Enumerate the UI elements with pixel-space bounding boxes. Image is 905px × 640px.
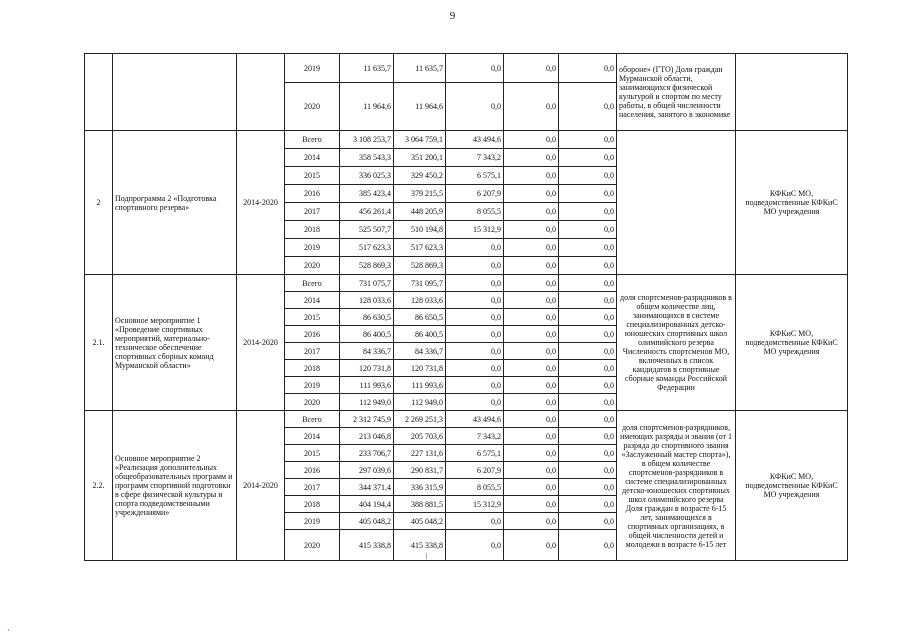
local-budget-cell: 0,0 bbox=[504, 343, 559, 360]
regional-budget-cell: 351 200,1 bbox=[394, 149, 446, 167]
year-cell: Всего bbox=[285, 131, 340, 149]
other-sources-cell: 0,0 bbox=[559, 326, 617, 343]
federal-budget-cell: 15 312,9 bbox=[446, 496, 504, 513]
local-budget-cell: 0,0 bbox=[504, 131, 559, 149]
total-cell: 3 108 253,7 bbox=[340, 131, 394, 149]
other-sources-cell: 0,0 bbox=[559, 54, 617, 83]
total-cell: 358 543,3 bbox=[340, 149, 394, 167]
regional-budget-cell: 86 400,5 bbox=[394, 326, 446, 343]
total-cell: 297 039,6 bbox=[340, 462, 394, 479]
other-sources-cell: 0,0 bbox=[559, 411, 617, 428]
other-sources-cell: 0,0 bbox=[559, 275, 617, 292]
regional-budget-cell: 120 731,8 bbox=[394, 360, 446, 377]
local-budget-cell: 0,0 bbox=[504, 203, 559, 221]
year-cell: 2020 bbox=[285, 394, 340, 411]
item-number: 2.2. bbox=[85, 411, 113, 561]
local-budget-cell: 0,0 bbox=[504, 411, 559, 428]
federal-budget-cell: 6 575,1 bbox=[446, 167, 504, 185]
total-cell: 525 507,7 bbox=[340, 221, 394, 239]
total-cell: 344 371,4 bbox=[340, 479, 394, 496]
total-cell: 120 731,8 bbox=[340, 360, 394, 377]
federal-budget-cell: 0,0 bbox=[446, 257, 504, 275]
year-cell: 2018 bbox=[285, 221, 340, 239]
other-sources-cell: 0,0 bbox=[559, 167, 617, 185]
footer-mark: | bbox=[426, 552, 428, 560]
other-sources-cell: 0,0 bbox=[559, 394, 617, 411]
federal-budget-cell: 15 312,9 bbox=[446, 221, 504, 239]
federal-budget-cell: 6 207,9 bbox=[446, 462, 504, 479]
regional-budget-cell: 405 048,2 bbox=[394, 513, 446, 530]
other-sources-cell: 0,0 bbox=[559, 149, 617, 167]
regional-budget-cell: 448 205,9 bbox=[394, 203, 446, 221]
executor-cell: КФКиС МО, подведомственные КФКиС МО учреждения bbox=[736, 275, 848, 411]
year-cell: 2018 bbox=[285, 496, 340, 513]
page-number: 9 bbox=[449, 10, 456, 22]
regional-budget-cell: 86 650,5 bbox=[394, 309, 446, 326]
year-cell: 2020 bbox=[285, 530, 340, 561]
total-cell: 213 046,8 bbox=[340, 428, 394, 445]
year-cell: Всего bbox=[285, 275, 340, 292]
local-budget-cell: 0,0 bbox=[504, 513, 559, 530]
other-sources-cell: 0,0 bbox=[559, 479, 617, 496]
item-name: Подпрограмма 2 «Подготовка спортивного резерва» bbox=[113, 131, 237, 275]
local-budget-cell: 0,0 bbox=[504, 326, 559, 343]
table-row bbox=[85, 275, 848, 292]
regional-budget-cell: 111 993,6 bbox=[394, 377, 446, 394]
year-cell: 2014 bbox=[285, 428, 340, 445]
year-cell: 2020 bbox=[285, 83, 340, 131]
federal-budget-cell: 0,0 bbox=[446, 83, 504, 131]
total-cell: 86 400,5 bbox=[340, 326, 394, 343]
year-cell: 2016 bbox=[285, 462, 340, 479]
corner-mark: · bbox=[7, 626, 10, 635]
regional-budget-cell: 329 450,2 bbox=[394, 167, 446, 185]
other-sources-cell: 0,0 bbox=[559, 221, 617, 239]
indicator-cell: доля спортсменов-разрядников, имеющих разряды и звания (от 1 разряда до спортивного звания «Заслуженный мастер спорта»), в общем количестве спортсменов-разрядников в системе специализированных детско-юношеских спортивных школ олимпийского резерва Доля граждан в возрасте 6-15 лет, занимающихся в спортивных организациях, в общей численности детей и молодежи в возрасте 6-15 лет bbox=[617, 411, 736, 561]
other-sources-cell: 0,0 bbox=[559, 185, 617, 203]
federal-budget-cell: 7 343,2 bbox=[446, 428, 504, 445]
total-cell: 2 312 745,9 bbox=[340, 411, 394, 428]
regional-budget-cell: 3 064 759,1 bbox=[394, 131, 446, 149]
program-table bbox=[84, 53, 848, 561]
indicator-cell: обороне» (ГТО) Доля граждан Мурманской области, занимающихся физической культурой и спортом по месту работы, в общей численности населения, занятого в экономике bbox=[617, 54, 736, 131]
local-budget-cell: 0,0 bbox=[504, 428, 559, 445]
other-sources-cell: 0,0 bbox=[559, 203, 617, 221]
federal-budget-cell: 0,0 bbox=[446, 309, 504, 326]
item-period: 2014-2020 bbox=[237, 131, 285, 275]
regional-budget-cell: 11 964,6 bbox=[394, 83, 446, 131]
other-sources-cell: 0,0 bbox=[559, 257, 617, 275]
federal-budget-cell: 0,0 bbox=[446, 513, 504, 530]
item-period: 2014-2020 bbox=[237, 275, 285, 411]
regional-budget-cell: 84 336,7 bbox=[394, 343, 446, 360]
federal-budget-cell: 7 343,2 bbox=[446, 149, 504, 167]
regional-budget-cell: 528 869,3 bbox=[394, 257, 446, 275]
total-cell: 528 869,3 bbox=[340, 257, 394, 275]
other-sources-cell: 0,0 bbox=[559, 131, 617, 149]
regional-budget-cell: 128 033,6 bbox=[394, 292, 446, 309]
federal-budget-cell: 0,0 bbox=[446, 54, 504, 83]
other-sources-cell: 0,0 bbox=[559, 239, 617, 257]
federal-budget-cell: 6 575,1 bbox=[446, 445, 504, 462]
total-cell: 233 706,7 bbox=[340, 445, 394, 462]
regional-budget-cell: 379 215,5 bbox=[394, 185, 446, 203]
item-number: 2 bbox=[85, 131, 113, 275]
other-sources-cell: 0,0 bbox=[559, 513, 617, 530]
total-cell: 336 025,3 bbox=[340, 167, 394, 185]
local-budget-cell: 0,0 bbox=[504, 221, 559, 239]
other-sources-cell: 0,0 bbox=[559, 377, 617, 394]
table-row bbox=[85, 54, 848, 83]
federal-budget-cell: 8 055,5 bbox=[446, 203, 504, 221]
local-budget-cell: 0,0 bbox=[504, 496, 559, 513]
year-cell: Всего bbox=[285, 411, 340, 428]
name-cell bbox=[113, 54, 237, 131]
federal-budget-cell: 0,0 bbox=[446, 239, 504, 257]
federal-budget-cell: 0,0 bbox=[446, 394, 504, 411]
year-cell: 2017 bbox=[285, 343, 340, 360]
regional-budget-cell: 112 949,0 bbox=[394, 394, 446, 411]
total-cell: 111 993,6 bbox=[340, 377, 394, 394]
other-sources-cell: 0,0 bbox=[559, 462, 617, 479]
total-cell: 112 949,0 bbox=[340, 394, 394, 411]
total-cell: 456 261,4 bbox=[340, 203, 394, 221]
year-cell: 2019 bbox=[285, 54, 340, 83]
local-budget-cell: 0,0 bbox=[504, 275, 559, 292]
indicator-cell: доля спортсменов-разрядников в общем количестве лиц, занимающихся в системе специализированных детско-юношеских спортивных школ олимпийского резерва Численность спортсменов МО, включенных в список кандидатов в спортивные сборные команды Российской Федерации bbox=[617, 275, 736, 411]
year-cell: 2016 bbox=[285, 326, 340, 343]
other-sources-cell: 0,0 bbox=[559, 428, 617, 445]
federal-budget-cell: 0,0 bbox=[446, 326, 504, 343]
total-cell: 385 423,4 bbox=[340, 185, 394, 203]
other-sources-cell: 0,0 bbox=[559, 360, 617, 377]
total-cell: 11 635,7 bbox=[340, 54, 394, 83]
regional-budget-cell: 2 269 251,3 bbox=[394, 411, 446, 428]
total-cell: 11 964,6 bbox=[340, 83, 394, 131]
federal-budget-cell: 8 055,5 bbox=[446, 479, 504, 496]
federal-budget-cell: 0,0 bbox=[446, 275, 504, 292]
other-sources-cell: 0,0 bbox=[559, 309, 617, 326]
year-cell: 2017 bbox=[285, 203, 340, 221]
regional-budget-cell: 415 338,8 bbox=[394, 530, 446, 561]
local-budget-cell: 0,0 bbox=[504, 167, 559, 185]
local-budget-cell: 0,0 bbox=[504, 149, 559, 167]
year-cell: 2020 bbox=[285, 257, 340, 275]
local-budget-cell: 0,0 bbox=[504, 377, 559, 394]
year-cell: 2018 bbox=[285, 360, 340, 377]
other-sources-cell: 0,0 bbox=[559, 496, 617, 513]
year-cell: 2019 bbox=[285, 513, 340, 530]
regional-budget-cell: 388 881,5 bbox=[394, 496, 446, 513]
federal-budget-cell: 0,0 bbox=[446, 360, 504, 377]
total-cell: 84 336,7 bbox=[340, 343, 394, 360]
period-cell bbox=[237, 54, 285, 131]
local-budget-cell: 0,0 bbox=[504, 394, 559, 411]
regional-budget-cell: 290 831,7 bbox=[394, 462, 446, 479]
local-budget-cell: 0,0 bbox=[504, 445, 559, 462]
year-cell: 2014 bbox=[285, 292, 340, 309]
indicator-cell bbox=[617, 131, 736, 275]
total-cell: 415 338,8 bbox=[340, 530, 394, 561]
local-budget-cell: 0,0 bbox=[504, 292, 559, 309]
executor-cell bbox=[736, 54, 848, 131]
item-number: 2.1. bbox=[85, 275, 113, 411]
table-body bbox=[85, 54, 848, 561]
regional-budget-cell: 510 194,8 bbox=[394, 221, 446, 239]
local-budget-cell: 0,0 bbox=[504, 530, 559, 561]
year-cell: 2016 bbox=[285, 185, 340, 203]
regional-budget-cell: 336 315,9 bbox=[394, 479, 446, 496]
other-sources-cell: 0,0 bbox=[559, 343, 617, 360]
federal-budget-cell: 0,0 bbox=[446, 530, 504, 561]
federal-budget-cell: 6 207,9 bbox=[446, 185, 504, 203]
item-period: 2014-2020 bbox=[237, 411, 285, 561]
executor-cell: КФКиС МО, подведомственные КФКиС МО учреждения bbox=[736, 131, 848, 275]
year-cell: 2019 bbox=[285, 377, 340, 394]
federal-budget-cell: 43 494,6 bbox=[446, 411, 504, 428]
other-sources-cell: 0,0 bbox=[559, 83, 617, 131]
federal-budget-cell: 0,0 bbox=[446, 292, 504, 309]
executor-cell: КФКиС МО, подведомственные КФКиС МО учреждения bbox=[736, 411, 848, 561]
regional-budget-cell: 517 623,3 bbox=[394, 239, 446, 257]
local-budget-cell: 0,0 bbox=[504, 257, 559, 275]
item-name: Основное мероприятие 1 «Проведение спортивных мероприятий, материально-техническое обеспечение спортивных сборных команд Мурманской области» bbox=[113, 275, 237, 411]
table-row bbox=[85, 411, 848, 428]
local-budget-cell: 0,0 bbox=[504, 54, 559, 83]
local-budget-cell: 0,0 bbox=[504, 185, 559, 203]
regional-budget-cell: 205 703,6 bbox=[394, 428, 446, 445]
total-cell: 405 048,2 bbox=[340, 513, 394, 530]
item-name: Основное мероприятие 2 «Реализация дополнительных общеобразовательных программ и программ спортивной подготовки в сфере физической культуры и спорта подведомственными учреждениями» bbox=[113, 411, 237, 561]
total-cell: 731 075,7 bbox=[340, 275, 394, 292]
table-row bbox=[85, 131, 848, 149]
federal-budget-cell: 0,0 bbox=[446, 377, 504, 394]
regional-budget-cell: 731 095,7 bbox=[394, 275, 446, 292]
local-budget-cell: 0,0 bbox=[504, 479, 559, 496]
total-cell: 517 623,3 bbox=[340, 239, 394, 257]
other-sources-cell: 0,0 bbox=[559, 530, 617, 561]
other-sources-cell: 0,0 bbox=[559, 445, 617, 462]
other-sources-cell: 0,0 bbox=[559, 292, 617, 309]
local-budget-cell: 0,0 bbox=[504, 360, 559, 377]
year-cell: 2017 bbox=[285, 479, 340, 496]
year-cell: 2015 bbox=[285, 309, 340, 326]
local-budget-cell: 0,0 bbox=[504, 462, 559, 479]
local-budget-cell: 0,0 bbox=[504, 239, 559, 257]
federal-budget-cell: 43 494,6 bbox=[446, 131, 504, 149]
year-cell: 2015 bbox=[285, 167, 340, 185]
year-cell: 2019 bbox=[285, 239, 340, 257]
local-budget-cell: 0,0 bbox=[504, 83, 559, 131]
local-budget-cell: 0,0 bbox=[504, 309, 559, 326]
regional-budget-cell: 11 635,7 bbox=[394, 54, 446, 83]
num-cell bbox=[85, 54, 113, 131]
total-cell: 404 194,4 bbox=[340, 496, 394, 513]
federal-budget-cell: 0,0 bbox=[446, 343, 504, 360]
total-cell: 128 033,6 bbox=[340, 292, 394, 309]
year-cell: 2015 bbox=[285, 445, 340, 462]
regional-budget-cell: 227 131,6 bbox=[394, 445, 446, 462]
year-cell: 2014 bbox=[285, 149, 340, 167]
total-cell: 86 630,5 bbox=[340, 309, 394, 326]
